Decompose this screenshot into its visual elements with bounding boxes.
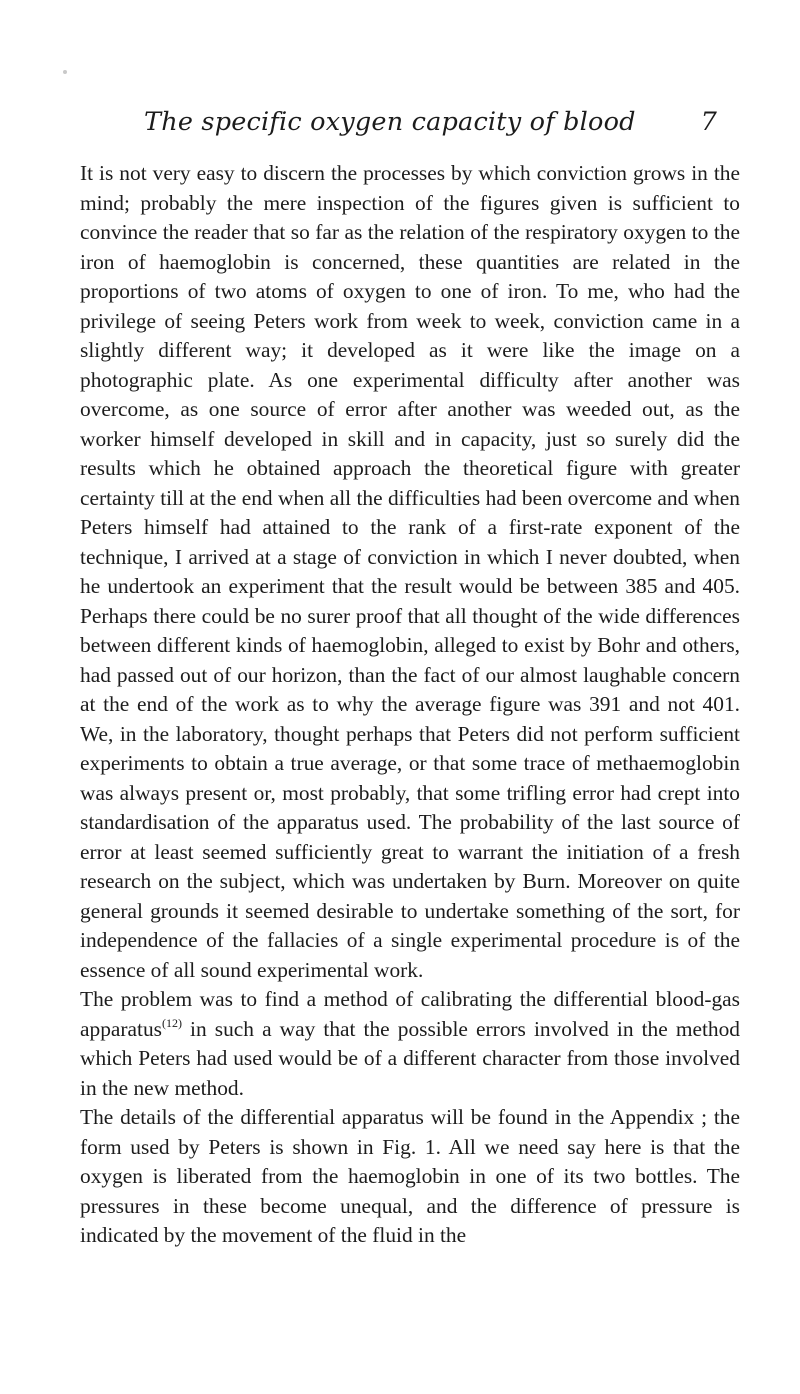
- body-text: [80, 159, 740, 1251]
- paragraph-2-text-after-ref: in such a way that the possible errors involved in the method which Peters had used would be of a different character from those involved in the new method.: [80, 1016, 740, 1100]
- paragraph-1: It is not very easy to discern the processes by which conviction grows in the mind; probably the mere inspection of the figures given is sufficient to convince the reader that so far as the relation of the respiratory oxygen to the iron of haemoglobin is concerned, these quantities are related in the proportions of two atoms of oxygen to one of iron. To me, who had the privilege of seeing Peters work from week to week, conviction came in a slightly different way; it developed as it were like the image on a photographic plate. As one experimental difficulty after another was overcome, as one source of error after another was weeded out, as the worker himself developed in skill and in capacity, just so surely did the results which he obtained approach the theoretical figure with greater certainty till at the end when all the difficulties had been overcome and when Peters himself had attained to the rank of a first-rate exponent of the technique, I arrived at a stage of conviction in which I never doubted, when he undertook an experiment that the result would be between 385 and 405. Perhaps there could be no surer proof that all thought of the wide differences between different kinds of haemoglobin, alleged to exist by Bohr and others, had passed out of our horizon, than the fact of our almost laughable concern at the end of the work as to why the average figure was 391 and not 401. We, in the laboratory, thought perhaps that Peters did not perform sufficient experiments to obtain a true average, or that some trace of methaemoglobin was always present or, most probably, that some trifling error had crept into standardisation of the apparatus used. The probability of the last source of error at least seemed sufficiently great to warrant the initiation of a fresh research on the subject, which was undertaken by Burn. Moreover on quite general grounds it seemed desirable to undertake something of the sort, for independence of the fallacies of a single experimental procedure is of the essence of all sound experimental work.: [80, 161, 740, 982]
- paper-speck: [63, 70, 67, 74]
- running-head: [144, 107, 744, 147]
- page-number: 7: [700, 107, 717, 137]
- paragraph-2-text-before-ref: The problem was to find a method of calibrating the differential blood-gas apparatus: [80, 987, 740, 1041]
- running-title: The specific oxygen capacity of blood: [144, 107, 636, 137]
- paragraph-2: [80, 985, 740, 1103]
- paragraph-3: The details of the differential apparatus will be found in the Appendix ; the form used by Peters is shown in Fig. 1. All we need say here is that the oxygen is liberated from the haemoglobin in one of its two bottles. The pressures in these become unequal, and the difference of pressure is indicated by the movement of the fluid in the: [80, 1105, 740, 1247]
- reference-superscript: (12): [161, 1015, 182, 1030]
